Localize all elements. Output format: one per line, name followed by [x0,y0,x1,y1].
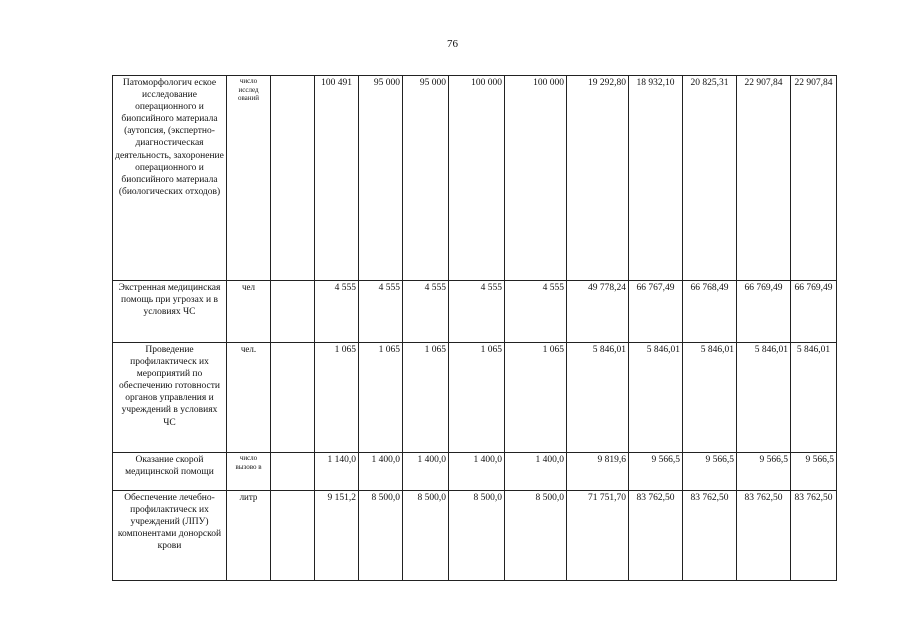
unit-cell: число вызово в [227,453,271,491]
value-cell: 8 500,0 [403,491,449,581]
table-row [113,76,837,281]
unit-cell: литр [227,491,271,581]
value-cell: 22 907,84 [791,76,837,281]
value-cell: 5 846,01 [737,343,791,453]
empty-cell [271,76,315,281]
value-cell: 1 400,0 [505,453,567,491]
value-cell: 83 762,50 [791,491,837,581]
table-row [113,491,837,581]
value-cell: 9 566,5 [791,453,837,491]
value-cell: 1 400,0 [359,453,403,491]
value-cell: 20 825,31 [683,76,737,281]
table-row [113,343,837,453]
value-cell: 1 065 [505,343,567,453]
value-cell: 66 769,49 [737,281,791,343]
value-cell: 9 151,2 [315,491,359,581]
value-cell: 83 762,50 [737,491,791,581]
value-cell: 4 555 [505,281,567,343]
service-name: Проведение профилактическ их мероприятий по обеспечению готовности органов управления и учреждений в условиях ЧС [113,343,227,453]
empty-cell [271,453,315,491]
value-cell: 71 751,70 [567,491,629,581]
value-cell: 9 819,6 [567,453,629,491]
value-cell: 1 065 [403,343,449,453]
value-cell: 8 500,0 [359,491,403,581]
value-cell: 66 768,49 [683,281,737,343]
value-cell: 4 555 [359,281,403,343]
value-cell: 4 555 [315,281,359,343]
value-cell: 95 000 [359,76,403,281]
unit-cell: чел [227,281,271,343]
value-cell: 5 846,01 [791,343,837,453]
value-cell: 22 907,84 [737,76,791,281]
value-cell: 1 400,0 [403,453,449,491]
unit-cell: чел. [227,343,271,453]
value-cell: 83 762,50 [683,491,737,581]
value-cell: 18 932,10 [629,76,683,281]
value-cell: 95 000 [403,76,449,281]
value-cell: 1 400,0 [449,453,505,491]
service-name: Оказание скорой медицинской помощи [113,453,227,491]
value-cell: 1 065 [449,343,505,453]
empty-cell [271,281,315,343]
value-cell: 9 566,5 [629,453,683,491]
page-number: 76 [447,38,458,50]
value-cell: 5 846,01 [683,343,737,453]
value-cell: 83 762,50 [629,491,683,581]
value-cell: 9 566,5 [737,453,791,491]
value-cell: 66 767,49 [629,281,683,343]
value-cell: 100 000 [505,76,567,281]
value-cell: 8 500,0 [505,491,567,581]
value-cell: 100 491 [315,76,359,281]
value-cell: 4 555 [449,281,505,343]
value-cell: 100 000 [449,76,505,281]
value-cell: 5 846,01 [629,343,683,453]
value-cell: 49 778,24 [567,281,629,343]
service-name: Экстренная медицинская помощь при угрозах и в условиях ЧС [113,281,227,343]
value-cell: 1 065 [359,343,403,453]
empty-cell [271,491,315,581]
value-cell: 66 769,49 [791,281,837,343]
service-name: Обеспечение лечебно-профилактическ их учреждений (ЛПУ) компонентами донорской крови [113,491,227,581]
budget-table [112,75,837,581]
value-cell: 1 140,0 [315,453,359,491]
value-cell: 1 065 [315,343,359,453]
value-cell: 9 566,5 [683,453,737,491]
value-cell: 19 292,80 [567,76,629,281]
value-cell: 5 846,01 [567,343,629,453]
value-cell: 4 555 [403,281,449,343]
service-name: Патоморфологич еское исследование операционного и биопсийного материала (аутопсия, (экспертно-диагностическая деятельность, захоронение операционного и биопсийного материала (биологических отходов) [113,76,227,281]
table-row [113,453,837,491]
unit-cell: число исслед ований [227,76,271,281]
empty-cell [271,343,315,453]
value-cell: 8 500,0 [449,491,505,581]
table-row [113,281,837,343]
